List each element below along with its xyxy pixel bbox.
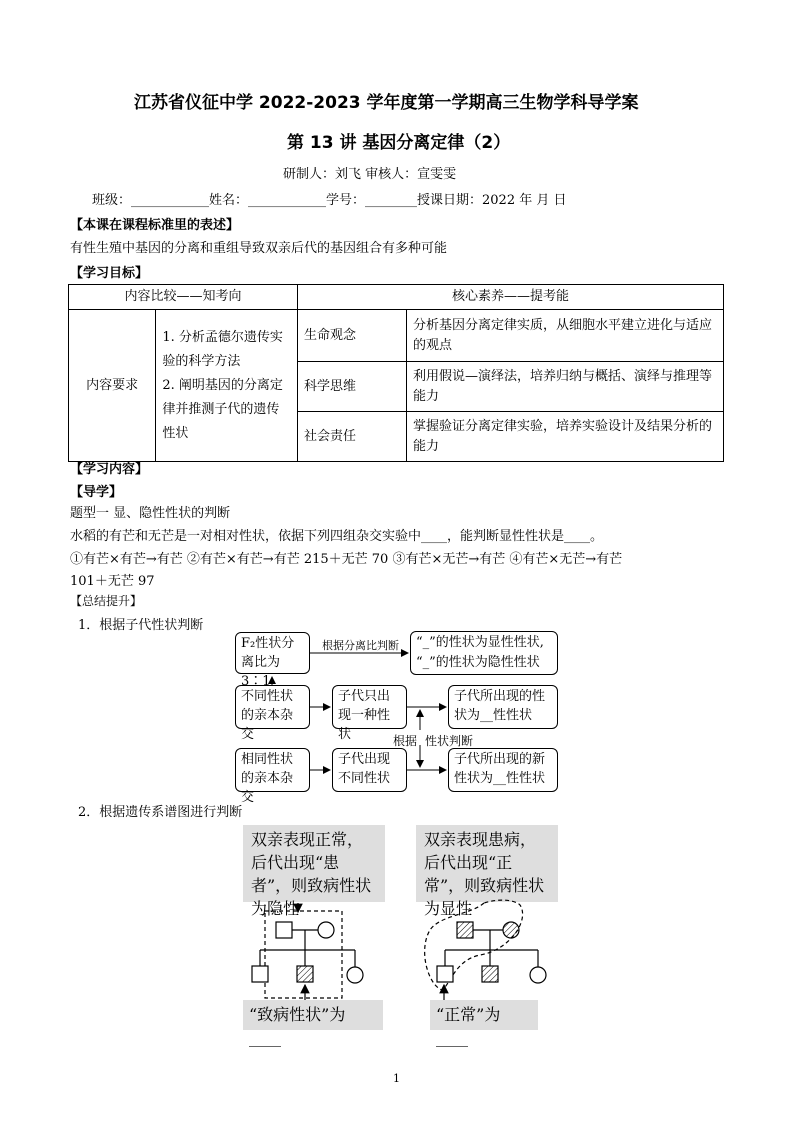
- result2-box: 子代所出现的新性状为__性性状: [448, 748, 558, 792]
- point2: 2．根据遗传系谱图进行判断: [78, 805, 243, 820]
- guide-heading: 【导学】: [70, 485, 123, 500]
- diff-traits-box: 子代出现不同性状: [332, 748, 407, 792]
- options-line1: ①有芒×有芒→有芒 ②有芒×有芒→有芒 215＋无芒 70 ③有芒×无芒→有芒 ④有芒×无芒→有芒: [70, 552, 623, 567]
- left-callout: 双亲表现正常，后代出现“患者”，则致病性状为隐性: [243, 825, 385, 902]
- literacy-name: 生命观念: [298, 310, 407, 362]
- literacy-name: 社会责任: [298, 412, 407, 462]
- content-items: 1. 分析孟德尔遗传实验的科学方法 2. 阐明基因的分离定律并推测子代的遗传性状: [156, 310, 298, 462]
- page-number: 1: [393, 1072, 400, 1085]
- type1-title: 题型一 显、隐性性状的判断: [70, 506, 231, 521]
- standard-heading: 【本课在课程标准里的表述】: [70, 218, 240, 233]
- school-title: 江苏省仪征中学 2022-2023 学年度第一学期高三生物学科导学案: [134, 93, 639, 113]
- literacy-name: 科学思维: [298, 362, 407, 412]
- col1-header: 内容比较——知考向: [69, 285, 298, 310]
- col2-header: 核心素养——提考能: [298, 285, 724, 310]
- same-parents-box: 相同性状的亲本杂交: [235, 748, 310, 792]
- goals-heading: 【学习目标】: [70, 266, 149, 281]
- student-info-line: 班级：____________姓名：____________学号：________授课日期：2022 年 月 日: [92, 193, 567, 208]
- dominant-line: “_”的性状为显性性状,: [416, 635, 544, 650]
- basis-label: 根据: [393, 734, 418, 748]
- ratio-label: 根据分离比判断: [322, 639, 399, 652]
- flow-arrows: [272, 653, 446, 770]
- result1-box: 子代所出现的性状为__性性状: [448, 685, 558, 729]
- right-callout: 双亲表现患病，后代出现“正常”，则致病性状为显性: [416, 825, 558, 902]
- literacy-desc: 利用假说—演绎法，培养归纳与概括、演绎与推理等能力: [407, 362, 724, 412]
- content-heading: 【学习内容】: [70, 462, 149, 477]
- row-label: 内容要求: [69, 310, 156, 462]
- summary-heading: 【总结提升】: [70, 594, 143, 608]
- options-line2: 101＋无芒 97: [70, 574, 155, 589]
- right-answer: “正常”为____: [430, 1000, 538, 1030]
- one-trait-box: 子代只出现一种性状: [332, 685, 407, 729]
- standard-text: 有性生殖中基因的分离和重组导致双亲后代的基因组合有多种可能: [70, 241, 448, 256]
- recessive-line: “_”的性状为隐性性状: [416, 655, 540, 670]
- right-pedigree: [425, 900, 546, 1000]
- question-text: 水稻的有芒和无芒是一对相对性状，依据下列四组杂交实验中____，能判断显性性状是____。: [70, 529, 604, 544]
- left-answer: “致病性状”为____: [243, 1000, 383, 1030]
- point1: 1．根据子代性状判断: [78, 618, 204, 633]
- diff-parents-box: 不同性状的亲本杂交: [235, 685, 310, 729]
- trait-label: 性状判断: [425, 734, 474, 748]
- literacy-desc: 掌握验证分离定律实验，培养实验设计及结果分析的能力: [407, 412, 724, 462]
- left-pedigree: [252, 903, 363, 1000]
- literacy-desc: 分析基因分离定律实质，从细胞水平建立进化与适应的观点: [407, 310, 724, 362]
- authors-line: 研制人：刘飞 审核人：宣雯雯: [283, 167, 457, 182]
- f2-ratio-box: F₂性状分离比为3∶1: [235, 632, 310, 674]
- lecture-title: 第 13 讲 基因分离定律（2）: [287, 133, 511, 153]
